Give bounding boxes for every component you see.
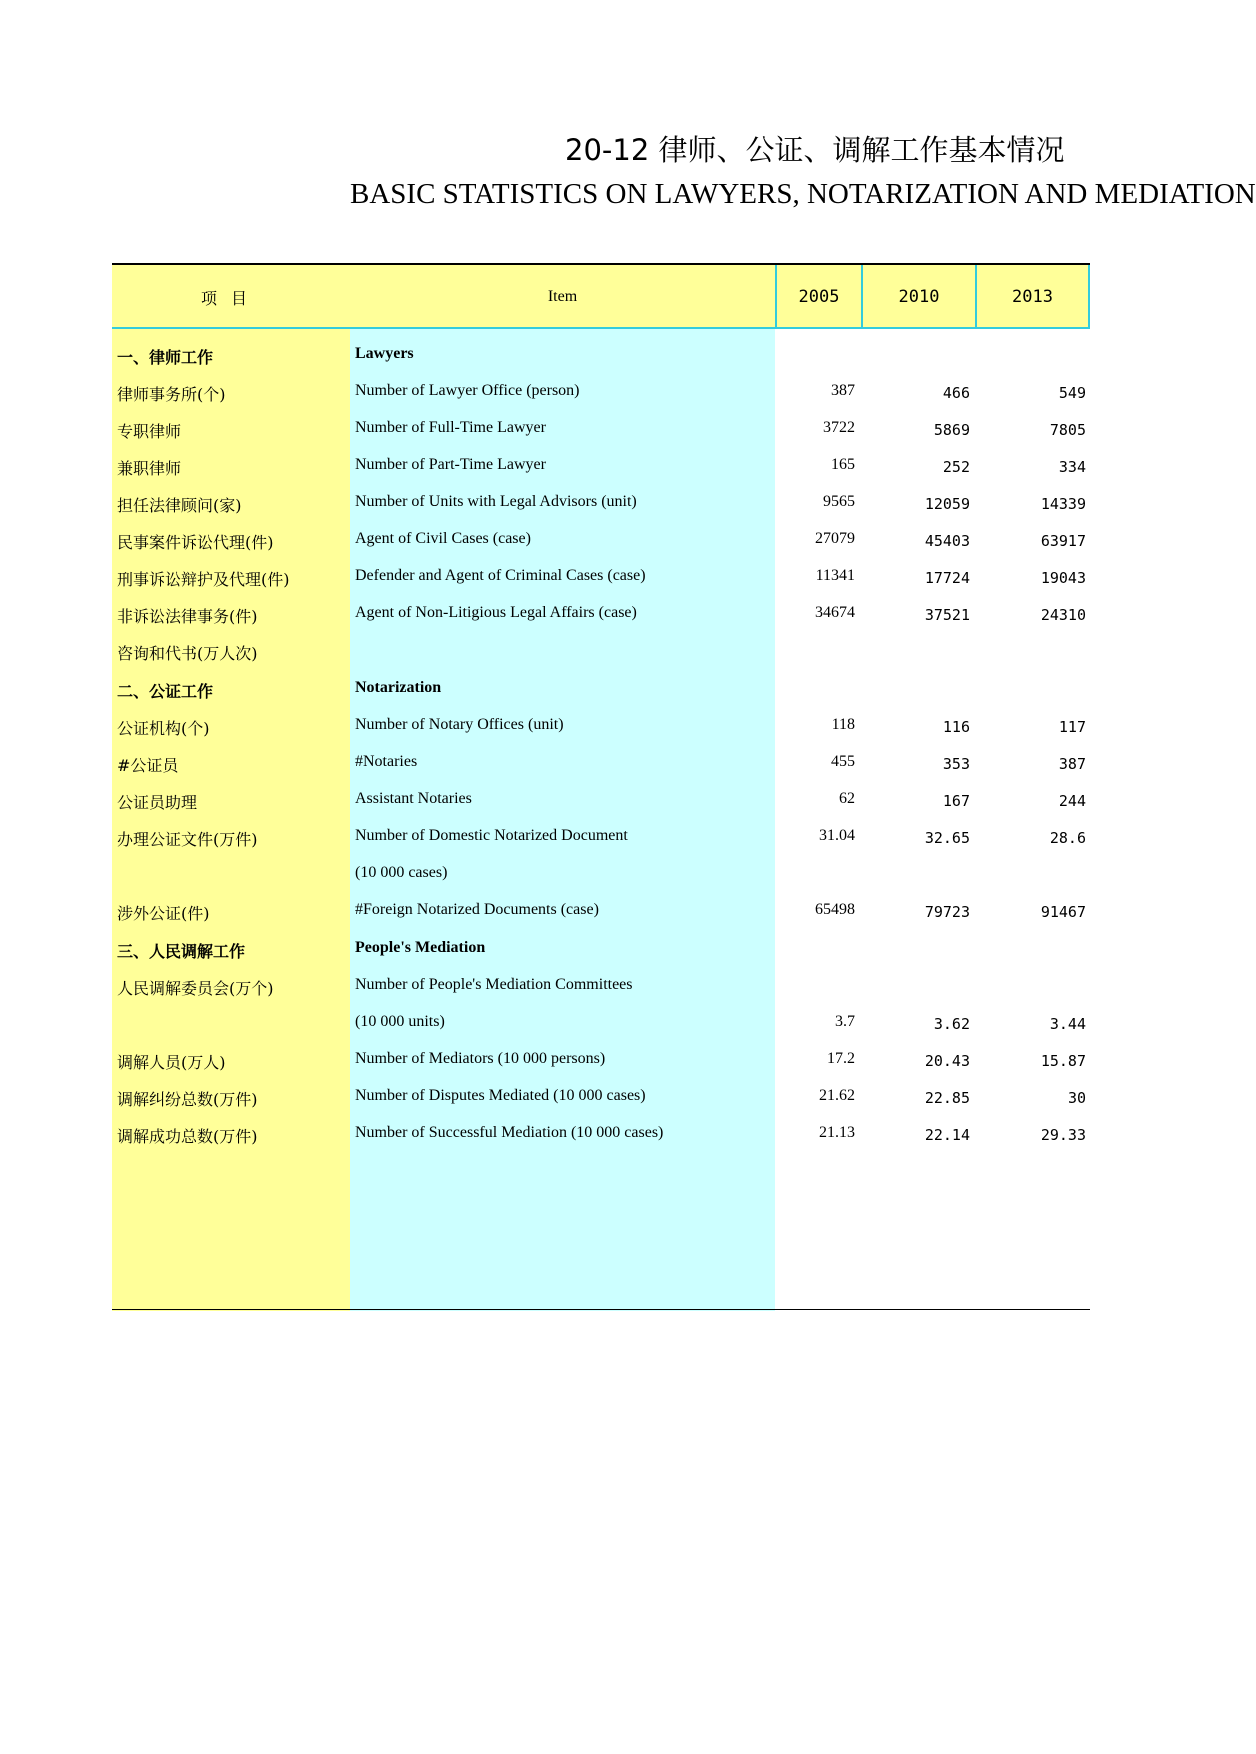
row-label-cn: 兼职律师	[117, 459, 182, 478]
header-item-en: Item	[547, 288, 578, 305]
table-row	[112, 382, 1090, 423]
row-label-cn: #公证员	[117, 756, 179, 775]
row-label-cn: 公证机构(个)	[117, 719, 210, 738]
table-row	[112, 641, 1090, 682]
value-2010: 5869	[933, 421, 970, 439]
header-year-2005: 2005	[775, 265, 861, 329]
row-label-en: Number of Mediators (10 000 persons)	[355, 1050, 606, 1067]
table-row	[112, 1124, 1090, 1165]
value-2013: 7805	[1049, 421, 1086, 439]
header-year-2010: 2010	[861, 265, 975, 329]
row-label-en: People's Mediation	[355, 939, 486, 956]
value-2013: 91467	[1040, 903, 1086, 921]
value-2013: 63917	[1040, 532, 1086, 550]
row-label-en: (10 000 cases)	[355, 864, 448, 881]
title-chinese	[565, 128, 1065, 169]
section-row	[112, 345, 1090, 386]
row-label-en: Assistant Notaries	[355, 790, 472, 807]
row-label-en: Number of People's Mediation Committees	[355, 976, 633, 993]
table-row	[112, 716, 1090, 757]
header-divider	[112, 327, 1090, 329]
row-label-cn: 办理公证文件(万件)	[117, 830, 258, 849]
value-2010: 12059	[924, 495, 970, 513]
value-2010: 32.65	[924, 829, 970, 847]
value-2013: 15.87	[1040, 1052, 1086, 1070]
row-label-en: Number of Lawyer Office (person)	[355, 382, 580, 399]
value-2013: 29.33	[1040, 1126, 1086, 1144]
table-row	[112, 901, 1090, 942]
value-2005: 3.7	[835, 1013, 855, 1030]
table-row	[112, 493, 1090, 534]
row-label-en: Defender and Agent of Criminal Cases (case)	[355, 567, 646, 584]
value-2010: 353	[942, 755, 970, 773]
header-year-2013: 2013	[975, 265, 1090, 329]
section-row	[112, 939, 1090, 980]
title-cn-text: 律师、公证、调解工作基本情况	[658, 133, 1065, 167]
table-row	[112, 1013, 1090, 1054]
row-label-en: Number of Successful Mediation (10 000 cases)	[355, 1124, 664, 1141]
row-label-cn: 律师事务所(个)	[117, 385, 226, 404]
value-2013: 14339	[1040, 495, 1086, 513]
value-2010: 37521	[924, 606, 970, 624]
row-label-en: Number of Notary Offices (unit)	[355, 716, 564, 733]
row-label-en: Notarization	[355, 679, 442, 696]
value-2005: 21.62	[819, 1087, 855, 1104]
statistics-table	[112, 263, 1090, 1311]
table-row	[112, 567, 1090, 608]
table-row	[112, 1050, 1090, 1091]
table-row	[112, 1087, 1090, 1128]
value-2013: 334	[1058, 458, 1086, 476]
row-label-en: #Foreign Notarized Documents (case)	[355, 901, 599, 918]
row-label-en: (10 000 units)	[355, 1013, 445, 1030]
value-2010: 3.62	[933, 1015, 970, 1033]
value-2010: 466	[942, 384, 970, 402]
row-label-cn: 民事案件诉讼代理(件)	[117, 533, 274, 552]
value-2005: 118	[831, 716, 855, 733]
value-2010: 252	[942, 458, 970, 476]
row-label-cn: 调解成功总数(万件)	[117, 1127, 258, 1146]
row-label-cn: 咨询和代书(万人次)	[117, 644, 258, 663]
table-row	[112, 456, 1090, 497]
value-2013: 3.44	[1049, 1015, 1086, 1033]
table-bottom-rule	[112, 1309, 1090, 1310]
row-label-cn: 一、律师工作	[117, 348, 214, 367]
value-2005: 11341	[815, 567, 855, 584]
table-row	[112, 827, 1090, 868]
row-label-cn: 非诉讼法律事务(件)	[117, 607, 258, 626]
value-2013: 549	[1058, 384, 1086, 402]
row-label-cn: 涉外公证(件)	[117, 904, 210, 923]
value-2010: 116	[942, 718, 970, 736]
section-row	[112, 679, 1090, 720]
value-2010: 45403	[924, 532, 970, 550]
row-label-en: Number of Full-Time Lawyer	[355, 419, 546, 436]
value-2010: 167	[942, 792, 970, 810]
value-2013: 244	[1058, 792, 1086, 810]
value-2005: 3722	[823, 419, 855, 436]
row-label-cn: 担任法律顾问(家)	[117, 496, 242, 515]
value-2005: 9565	[823, 493, 855, 510]
row-label-en: Number of Disputes Mediated (10 000 cases)	[355, 1087, 646, 1104]
value-2005: 34674	[815, 604, 855, 621]
value-2005: 455	[831, 753, 855, 770]
row-label-en: Agent of Civil Cases (case)	[355, 530, 531, 547]
value-2013: 387	[1058, 755, 1086, 773]
row-label-en: Number of Part-Time Lawyer	[355, 456, 546, 473]
row-label-en: Number of Domestic Notarized Document	[355, 827, 628, 844]
row-label-cn: 专职律师	[117, 422, 182, 441]
header-item-cn: 项目	[200, 288, 261, 308]
row-label-en: Number of Units with Legal Advisors (unit)	[355, 493, 637, 510]
value-2005: 65498	[815, 901, 855, 918]
table-row	[112, 976, 1090, 1017]
table-header	[112, 263, 1090, 329]
value-2010: 79723	[924, 903, 970, 921]
value-2013: 19043	[1040, 569, 1086, 587]
table-number: 20-12	[565, 133, 650, 167]
table-row	[112, 864, 1090, 905]
row-label-cn: 人民调解委员会(万个)	[117, 979, 274, 998]
row-label-cn: 调解人员(万人)	[117, 1053, 226, 1072]
value-2010: 17724	[924, 569, 970, 587]
title-english: BASIC STATISTICS ON LAWYERS, NOTARIZATION AND MEDIATION	[350, 178, 1256, 210]
table-row	[112, 753, 1090, 794]
value-2005: 165	[831, 456, 855, 473]
row-label-cn: 三、人民调解工作	[117, 942, 246, 961]
value-2013: 28.6	[1049, 829, 1086, 847]
value-2005: 17.2	[827, 1050, 855, 1067]
value-2013: 30	[1067, 1089, 1086, 1107]
table-row	[112, 419, 1090, 460]
row-label-en: #Notaries	[355, 753, 418, 770]
row-label-cn: 公证员助理	[117, 793, 198, 812]
value-2013: 117	[1058, 718, 1086, 736]
value-2013: 24310	[1040, 606, 1086, 624]
value-2005: 31.04	[819, 827, 855, 844]
table-row	[112, 604, 1090, 645]
table-row	[112, 790, 1090, 831]
row-label-en: Lawyers	[355, 345, 414, 362]
value-2005: 387	[831, 382, 855, 399]
value-2010: 20.43	[924, 1052, 970, 1070]
row-label-cn: 刑事诉讼辩护及代理(件)	[117, 570, 290, 589]
row-label-cn: 二、公证工作	[117, 682, 214, 701]
value-2010: 22.85	[924, 1089, 970, 1107]
value-2005: 62	[839, 790, 855, 807]
row-label-en: Agent of Non-Litigious Legal Affairs (case)	[355, 604, 637, 621]
value-2005: 27079	[815, 530, 855, 547]
row-label-cn: 调解纠纷总数(万件)	[117, 1090, 258, 1109]
value-2010: 22.14	[924, 1126, 970, 1144]
value-2005: 21.13	[819, 1124, 855, 1141]
table-row	[112, 530, 1090, 571]
